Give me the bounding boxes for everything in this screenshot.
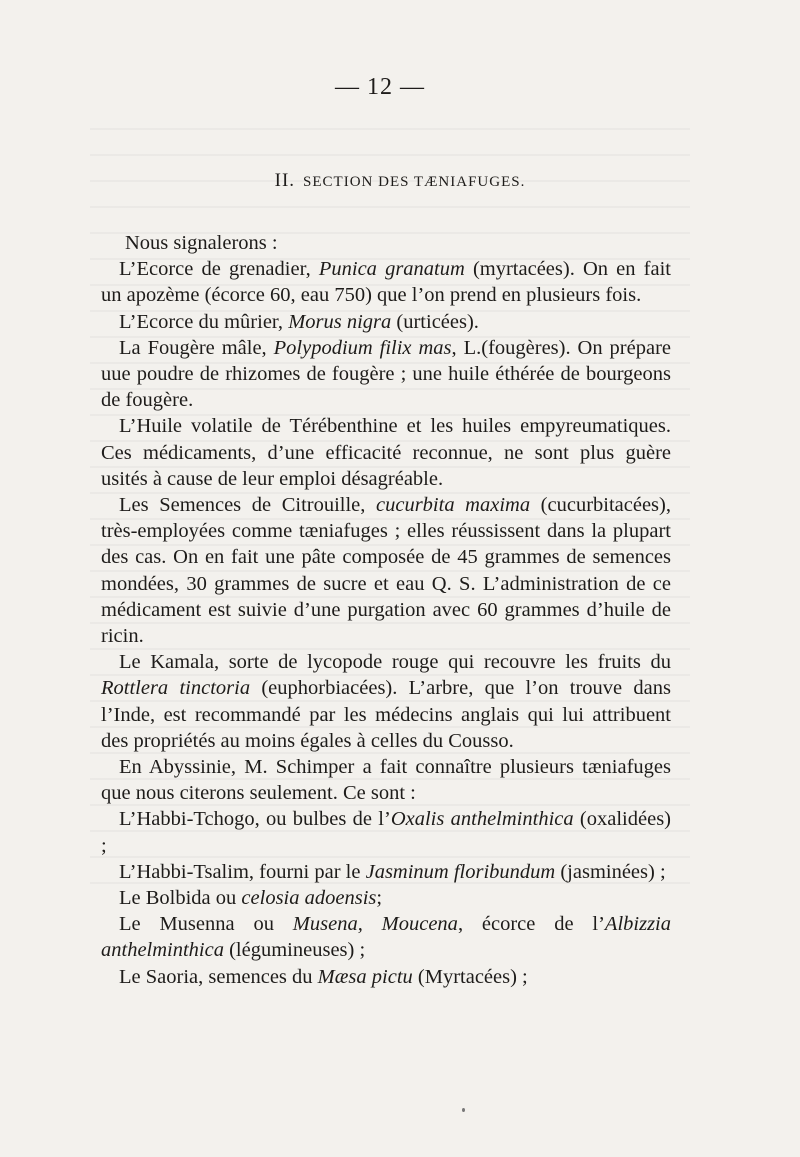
ink-speck: [462, 1108, 465, 1112]
italic-term: Mæsa pictu: [317, 965, 413, 988]
paragraph: [101, 413, 671, 492]
paragraph: [101, 492, 671, 649]
text-run: Le Saoria, semences du: [119, 965, 318, 988]
italic-term: Polypodium filix mas: [273, 336, 452, 359]
paragraph: [101, 309, 671, 335]
text-run: (urticées).: [391, 310, 479, 333]
text-run: La Fougère mâle,: [119, 336, 274, 359]
italic-term: cucurbita maxima: [376, 494, 531, 517]
paragraph: [101, 859, 671, 885]
paragraph: [101, 911, 671, 963]
text-run: Le Musenna ou: [119, 913, 293, 936]
italic-term: Rottlera tinctoria: [101, 677, 251, 700]
text-run: En Abyssinie, M. Schimper a fait connaître plusieurs tæniafuges que nous citerons seulement. Ce sont :: [101, 756, 671, 805]
text-run: (oxalidées) ;: [101, 808, 671, 857]
paragraph: [101, 230, 671, 256]
italic-term: Albizzia anthelminthica: [101, 913, 671, 962]
paragraph: [101, 256, 671, 308]
text-run: (Myrtacées) ;: [412, 965, 528, 988]
italic-term: Oxalis anthelminthica: [390, 808, 574, 831]
section-title-text: SECTION DES TÆNIAFUGES.: [303, 174, 526, 190]
text-run: (jasminées) ;: [555, 860, 666, 883]
section-title: [0, 170, 800, 192]
text-run: , écorce de l’: [457, 913, 605, 936]
text-run: Les Semences de Citrouille,: [119, 494, 376, 517]
text-run: ;: [376, 887, 383, 910]
text-run: L’Ecorce de grenadier,: [119, 258, 319, 281]
text-run: Le Bolbida ou: [119, 887, 242, 910]
text-run: (légumineuses) ;: [223, 939, 366, 962]
text-run: L’Habbi-Tchogo, ou bulbes de l’: [119, 808, 391, 831]
text-run: L’Ecorce du mûrier,: [119, 310, 289, 333]
text-run: , L.(fougères). On prépare uue poudre de rhizomes de fougère ; une huile éthérée de bourgeons de fougère.: [101, 336, 672, 412]
text-run: Nous signalerons :: [125, 232, 278, 254]
text-run: L’Habbi-Tsalim, fourni par le: [119, 860, 366, 883]
text-run: (euphorbiacées). L’arbre, que l’on trouve dans l’Inde, est recommandé par les médecins anglais qui lui attribuent des propriétés au moins égales à celles du Cousso.: [101, 677, 671, 752]
text-run: (myrtacées). On en fait un apozème (écorce 60, eau 750) que l’on prend en plusieurs fois.: [101, 258, 671, 307]
paragraph: [101, 964, 671, 990]
text-run: (cucurbitacées), très-employées comme tæniafuges ; elles réussissent dans la plupart des cas. On en fait une pâte composée de 45 grammes de semences mondées, 30 grammes de sucre et eau Q. S. L’administration de ce médicament est suivie d’une purgation avec 60 grammes d’huile de ricin.: [101, 494, 671, 648]
text-run: Le Kamala, sorte de lycopode rouge qui recouvre les fruits du: [119, 651, 671, 674]
body-text: [101, 230, 671, 990]
italic-term: Punica granatum: [318, 258, 465, 281]
section-roman-numeral: II.: [274, 170, 296, 191]
italic-term: Musena, Moucena: [292, 913, 458, 936]
italic-term: celosia adoensis: [241, 887, 377, 910]
italic-term: Jasminum floribundum: [365, 860, 556, 883]
paragraph: [101, 335, 671, 414]
paragraph: [101, 806, 671, 858]
text-run: L’Huile volatile de Térébenthine et les huiles empyreumatiques. Ces médicaments, d’une efficacité reconnue, ne sont plus guère usités à cause de leur emploi désagréable.: [101, 415, 671, 490]
paragraph: [101, 754, 671, 806]
italic-term: Morus nigra: [288, 310, 392, 333]
paragraph: [101, 885, 671, 911]
paragraph: [101, 649, 671, 754]
page-number: — 12 —: [335, 74, 425, 100]
